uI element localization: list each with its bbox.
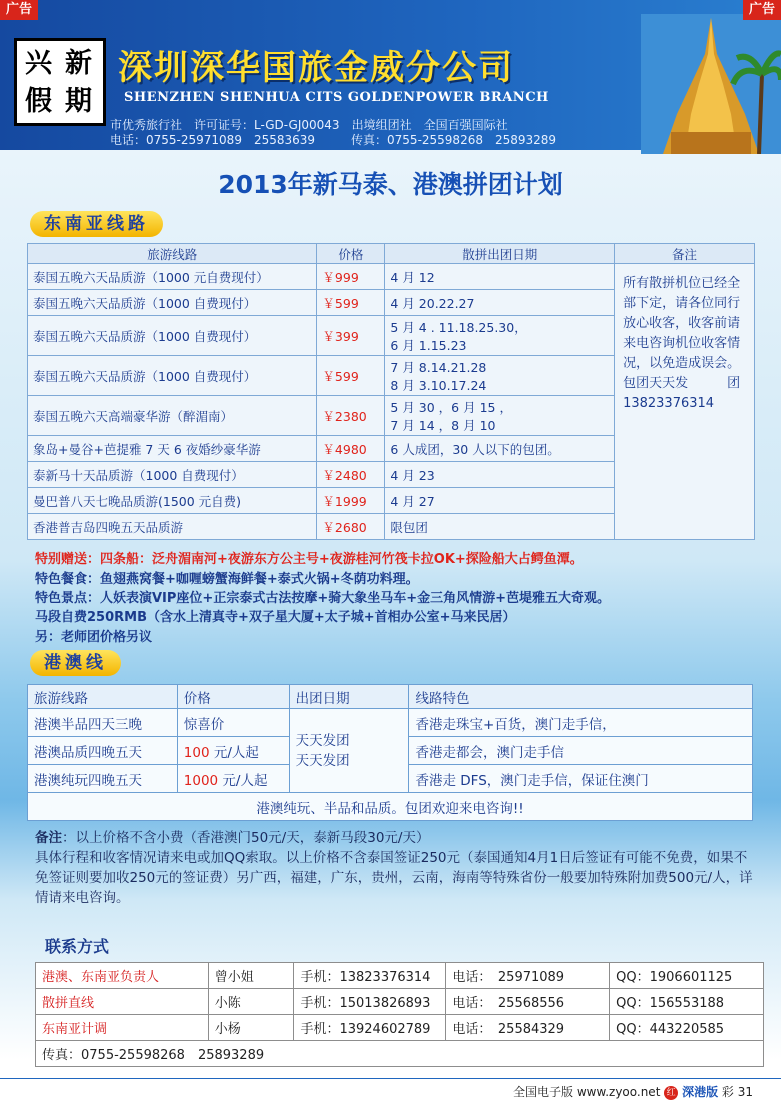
table-header-row [28,685,753,709]
dates-cell: 4 月 23 [385,462,615,488]
table-header-row [28,244,755,264]
contact-qq: QQ：443220585 [610,1015,764,1041]
route-cell: 港澳品质四晚五天 [28,737,178,765]
route-cell: 泰国五晚六天品质游（1000 元自费现付） [28,264,317,290]
dates-cell: 4 月 12 [385,264,615,290]
route-cell: 港澳纯玩四晚五天 [28,765,178,793]
page-footer [513,1083,753,1100]
malaysia-selfpay: 马段自费250RMB（含水上清真寺+双子星大厦+太子城+首相办公室+马来民居） [35,610,516,625]
route-cell: 泰国五晚六天品质游（1000 自费现付） [28,316,317,356]
route-cell: 泰国五晚六天品质游（1000 自费现付） [28,356,317,396]
remarks-line2: 具体行程和收客情况请来电或加QQ索取。以上价格不含泰国签证250元（泰国通知4月1日后签证有可能不免费，如果不免签证则要加收250元的签证费）另广西，福建，广东，贵州，云南，海南等特殊省份一般要加特殊附加费500元/人，详情请来电咨询。 [35,850,753,906]
remarks-block [35,828,760,908]
contact-table [35,962,764,1067]
price-cell: ￥599 [317,356,385,396]
company-name-cn: 深圳深华国旅金威分公司 [118,48,514,88]
contact-mobile: 手机：13823376314 [294,963,446,989]
section-hk-macau: 港澳线 [30,650,121,676]
contact-person: 曾小姐 [208,963,294,989]
route-cell: 香港普吉岛四晚五天品质游 [28,514,317,540]
price-cell: ￥999 [317,264,385,290]
footer-page: 彩 31 [721,1085,753,1099]
hk-table-footer: 港澳纯玩、半品和品质。包团欢迎来电咨询!! [28,793,753,821]
price-cell [177,737,289,765]
special-food: 特色餐食：鱼翅燕窝餐+咖喱螃蟹海鲜餐+泰式火锅+冬荫功料理。 [35,572,419,587]
remarks-label: 备注 [35,830,62,846]
hk-macau-table [27,684,753,821]
price-cell: ￥1999 [317,488,385,514]
table-row [36,1041,764,1067]
special-gift: 特别赠送：四条船：泛舟湄南河+夜游东方公主号+夜游桂河竹筏卡拉OK+探险船大占鳄鱼潭。 [35,552,583,567]
dates-line: 天天发团 [295,732,350,749]
xinxin-holiday-logo [14,38,106,126]
price-cell [177,765,289,793]
price-cell: ￥2380 [317,396,385,436]
page-title: 2013年新马泰、港澳拼团计划 [218,170,563,199]
footer-site: 全国电子版 www.zyoo.net [513,1085,661,1099]
dates-cell: 6 人成团，30 人以下的包团。 [385,436,615,462]
contact-qq: QQ：156553188 [610,989,764,1015]
feature-cell: 香港走都会，澳门走手信 [409,737,753,765]
ad-tag-left: 广告 [0,0,38,20]
special-sights: 特色景点：人妖表演VIP座位+正宗泰式古法按摩+骑大象坐马车+金三角风情游+芭堤雅五大奇观。 [35,591,610,606]
price-number: 1000 [183,772,219,789]
logo-char: 兴 [25,48,52,79]
footer-divider [0,1078,781,1079]
col-header-note: 备注 [615,244,755,264]
col-header-route: 旅游线路 [28,244,317,264]
col-header-price: 价格 [177,685,289,709]
contact-tel: 电话： 25971089 [446,963,610,989]
price-cell: ￥599 [317,290,385,316]
dates-cell: 限包团 [385,514,615,540]
feature-cell: 香港走珠宝+百货，澳门走手信， [409,709,753,737]
dates-line: 6 月 1.15.23 [390,337,467,353]
ad-tag-right: 广告 [743,0,781,20]
price-unit: 元/人起 [209,744,259,761]
table-row [28,709,753,737]
contact-tel: 电话： 25584329 [446,1015,610,1041]
contact-mobile: 手机：13924602789 [294,1015,446,1041]
company-name-en: SHENZHEN SHENHUA CITS GOLDENPOWER BRANCH [124,90,549,105]
route-cell: 港澳半品四天三晚 [28,709,178,737]
contact-tel: 电话： 25568556 [446,989,610,1015]
dates-line: 5 月 30 ，6 月 15 ， [390,399,512,415]
header-banner [0,0,781,150]
table-row [36,1015,764,1041]
teacher-group-note: 另：老师团价格另议 [35,630,153,645]
table-row [28,264,755,290]
price-cell: ￥2480 [317,462,385,488]
contact-person: 小杨 [208,1015,294,1041]
company-license-line: 市优秀旅行社 许可证号：L-GD-GJ00043 出境组团社 全国百强国际社 [110,118,508,132]
contact-mobile: 手机：15013826893 [294,989,446,1015]
dates-cell: 4 月 27 [385,488,615,514]
contact-role: 散拼直线 [36,989,209,1015]
contact-role: 东南亚计调 [36,1015,209,1041]
southeast-asia-table [27,243,755,540]
logo-char: 假 [25,86,52,117]
route-cell: 象岛+曼谷+芭提雅 7 天 6 夜婚纱豪华游 [28,436,317,462]
price-cell: ￥4980 [317,436,385,462]
price-cell: 惊喜价 [177,709,289,737]
table-footer-row [28,793,753,821]
section-southeast-asia: 东南亚线路 [30,211,163,237]
route-cell: 泰新马十天品质游（1000 自费现付） [28,462,317,488]
col-header-price: 价格 [317,244,385,264]
contact-fax: 传真：0755-25598268 25893289 [36,1041,764,1067]
remarks-line1: ：以上价格不含小费（香港澳门50元/天，泰新马段30元/天） [62,830,430,846]
price-cell: ￥399 [317,316,385,356]
route-cell: 泰国五晚六天高端豪华游（醉湄南） [28,396,317,436]
dates-cell [289,709,409,793]
table-row [36,963,764,989]
dates-line: 5 月 4 . 11.18.25.30， [390,319,527,335]
col-header-route: 旅游线路 [28,685,178,709]
footer-badge: 红 [664,1086,678,1100]
contact-role: 港澳、东南亚负责人 [36,963,209,989]
logo-char: 新 [65,48,92,79]
price-number: 100 [183,744,210,761]
contact-qq: QQ：1906601125 [610,963,764,989]
dates-line: 7 月 8.14.21.28 [390,359,487,375]
price-cell: ￥2680 [317,514,385,540]
feature-cell: 香港走 DFS，澳门走手信，保证住澳门 [409,765,753,793]
price-unit: 元/人起 [218,772,268,789]
route-cell: 曼巴普八天七晚品质游(1500 元自费) [28,488,317,514]
logo-char: 期 [65,86,92,117]
note-cell [615,264,755,540]
note-text: 所有散拼机位已经全部下定，请各位同行放心收客，收客前请来电咨询机位收客情况，以免造成误会。包团天天发 团 [623,276,741,391]
col-header-dates: 出团日期 [289,685,409,709]
dates-cell [385,356,615,396]
col-header-dates: 散拼出团日期 [385,244,615,264]
dates-line: 天天发团 [295,752,350,769]
route-cell: 泰国五晚六天品质游（1000 自费现付） [28,290,317,316]
contact-heading: 联系方式 [45,937,110,956]
note-phone: 13823376314 [623,396,715,411]
col-header-feature: 线路特色 [409,685,753,709]
dates-cell: 4 月 20.22.27 [385,290,615,316]
dates-cell [385,396,615,436]
contact-person: 小陈 [208,989,294,1015]
dates-line: 7 月 14 ，8 月 10 [390,417,496,433]
dates-cell [385,316,615,356]
footer-edition: 深港版 [682,1085,719,1099]
temple-palm-image [641,14,781,154]
table-row [36,989,764,1015]
dates-line: 8 月 3.10.17.24 [390,377,487,393]
company-phone-line: 电话：0755-25971089 25583639 传真：0755-25598268 25893289 [110,133,557,147]
